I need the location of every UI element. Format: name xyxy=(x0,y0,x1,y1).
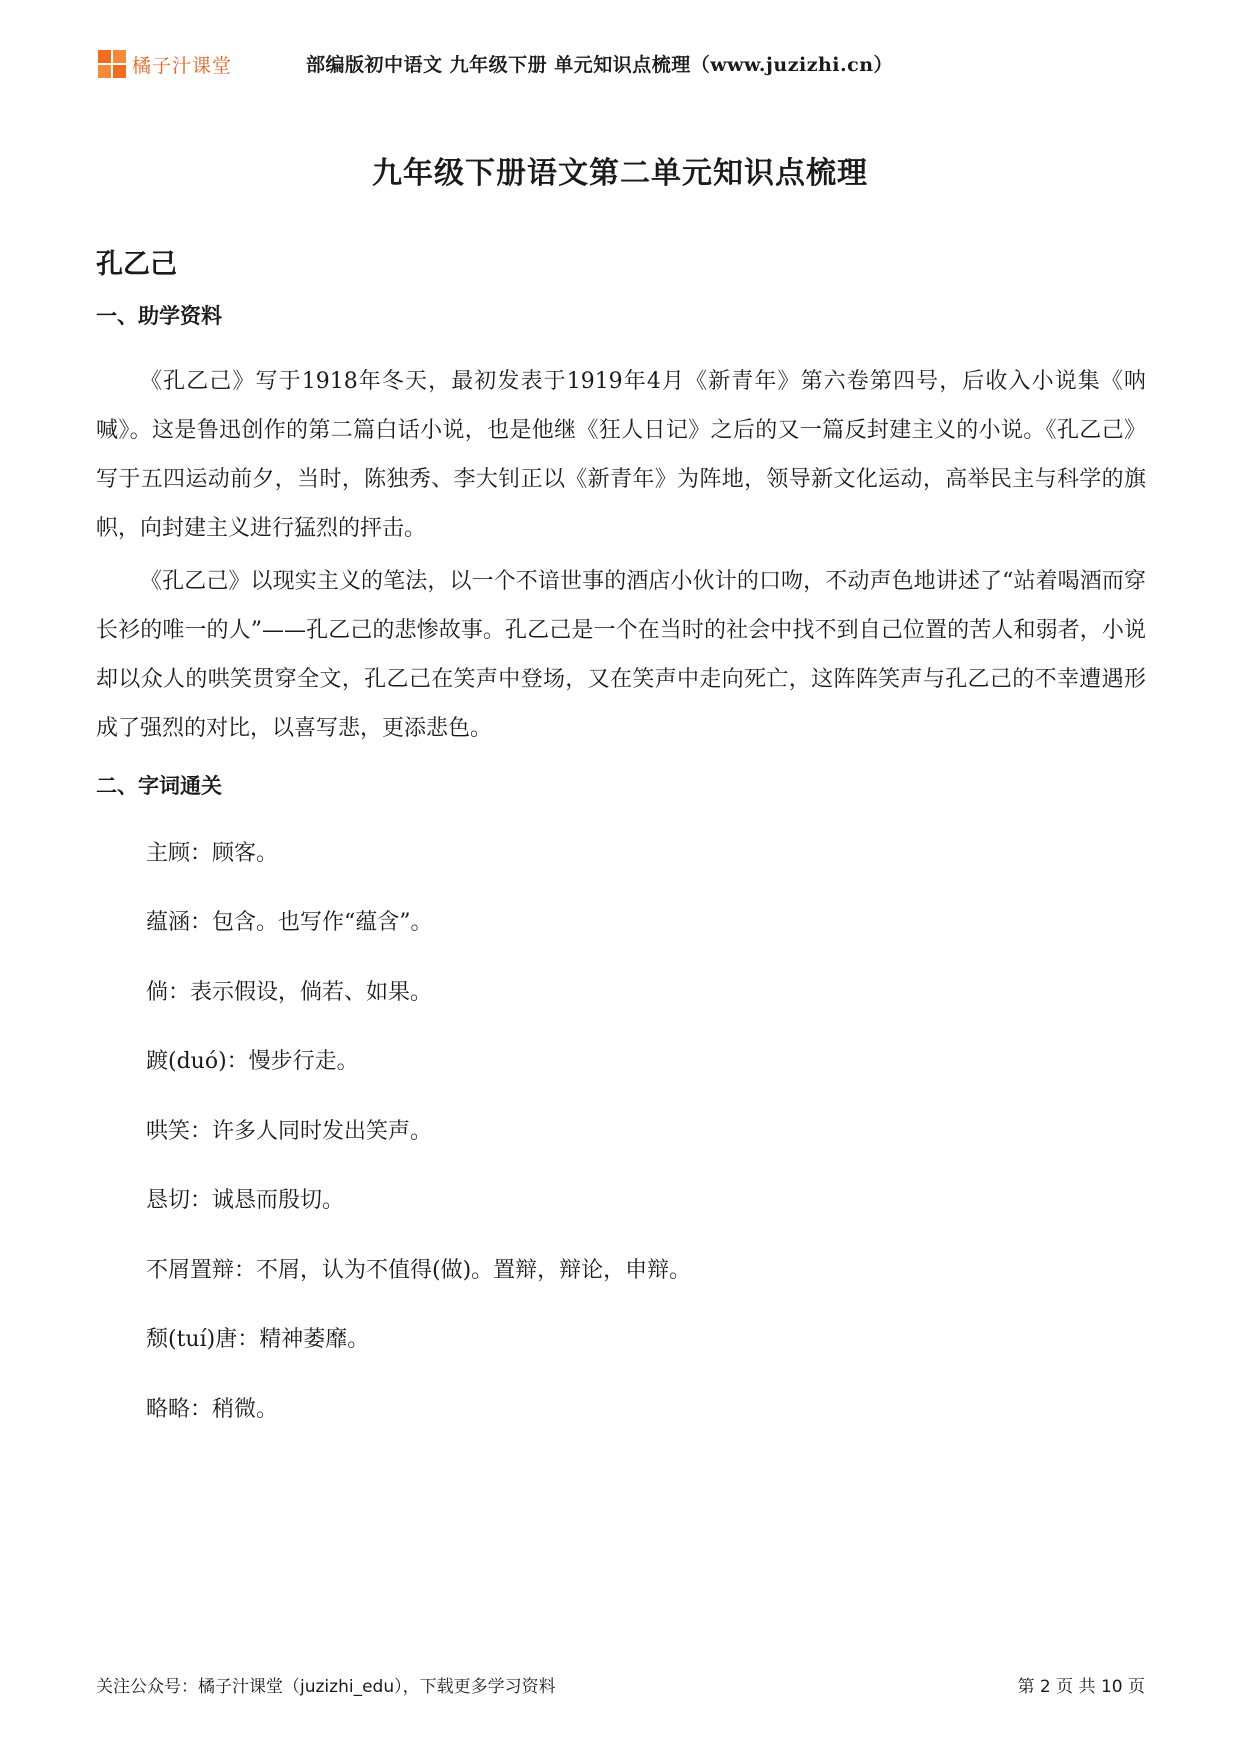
section-heading-vocabulary: 二、字词通关 xyxy=(96,774,222,798)
vocab-item: 蕴涵：包含。也写作“蕴含”。 xyxy=(146,910,433,935)
vocab-item: 颓(tuí)唐：精神萎靡。 xyxy=(146,1327,370,1352)
footer-note: 关注公众号：橘子汁课堂（juzizhi_edu），下载更多学习资料 xyxy=(96,1677,556,1697)
logo-text: 橘子汁课堂 xyxy=(132,54,233,77)
logo xyxy=(98,48,232,80)
vocab-item: 倘：表示假设，倘若、如果。 xyxy=(146,980,433,1005)
header-title: 部编版初中语文 九年级下册 单元知识点梳理（www.juzizhi.cn） xyxy=(306,54,894,76)
lesson-title: 孔乙己 xyxy=(96,249,177,280)
vocab-item: 略略：稍微。 xyxy=(146,1397,279,1422)
paragraph: 《孔乙己》写于1918年冬天，最初发表于1919年4月《新青年》第六卷第四号，后收入小说集《呐喊》。这是鲁迅创作的第二篇白话小说，也是他继《狂人日记》之后的又一篇反封建主义的小说。《孔乙己》写于五四运动前夕，当时，陈独秀、李大钊正以《新青年》为阵地，领导新文化运动，高举民主与科学的旗帜，向封建主义进行猛烈的抨击。 xyxy=(96,369,1146,541)
page-header xyxy=(98,44,1158,84)
vocab-item: 主顾：顾客。 xyxy=(146,841,279,866)
vocab-item: 踱(duó)：慢步行走。 xyxy=(146,1049,359,1074)
vocab-item: 恳切：诚恳而殷切。 xyxy=(146,1188,345,1213)
orange-logo-icon xyxy=(98,50,126,78)
document-title: 九年级下册语文第二单元知识点梳理 xyxy=(372,156,868,191)
vocab-item: 哄笑：许多人同时发出笑声。 xyxy=(146,1119,433,1144)
vocab-item: 不屑置辩：不屑，认为不值得(做)。置辩，辩论，申辩。 xyxy=(146,1258,692,1283)
section-heading-study-materials: 一、助学资料 xyxy=(96,304,222,328)
paragraph: 《孔乙己》以现实主义的笔法，以一个不谙世事的酒店小伙计的口吻，不动声色地讲述了“站着喝酒而穿长衫的唯一的人”——孔乙己的悲惨故事。孔乙己是一个在当时的社会中找不到自己位置的苦人和弱者，小说却以众人的哄笑贯穿全文，孔乙己在笑声中登场，又在笑声中走向死亡，这阵阵笑声与孔乙己的不幸遭遇形成了强烈的对比，以喜写悲，更添悲色。 xyxy=(96,569,1146,741)
page-number: 第 2 页 共 10 页 xyxy=(1017,1677,1145,1697)
